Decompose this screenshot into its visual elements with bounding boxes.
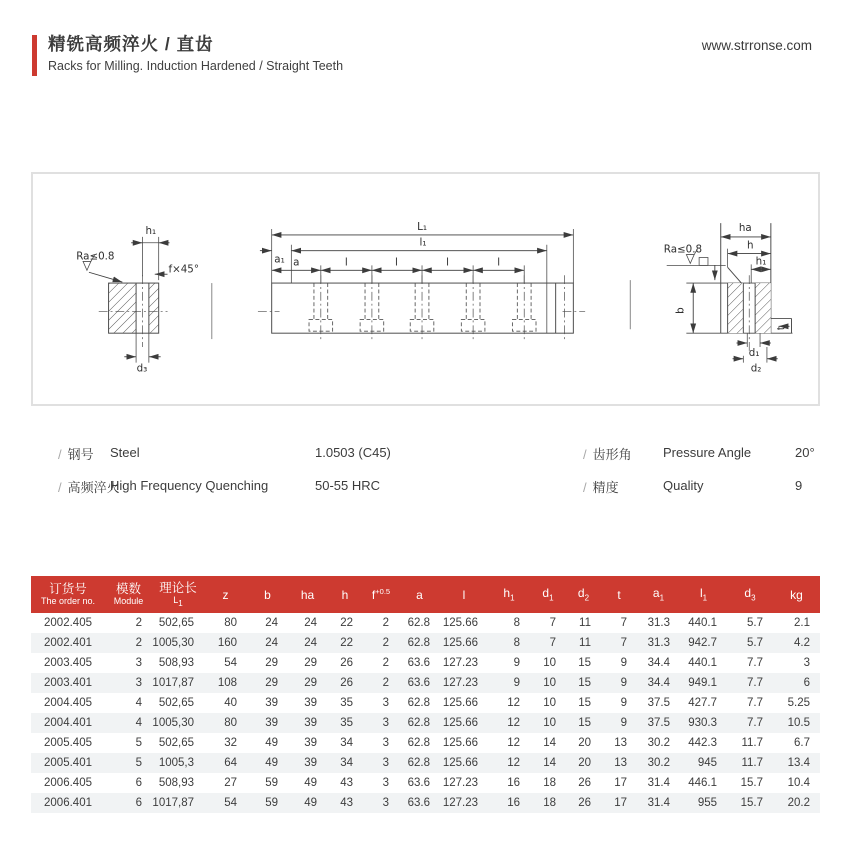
- cell-L1: 502,65: [158, 737, 194, 749]
- cell-z: 80: [224, 617, 237, 629]
- roughness-label: Ra≤0.8: [663, 243, 703, 256]
- cell-f: 2: [382, 657, 389, 669]
- dim-label-d2: d₂: [750, 362, 762, 375]
- cell-d3: 11.7: [741, 737, 763, 749]
- cell-l1: 427.7: [688, 697, 717, 709]
- cell-h: 43: [340, 777, 353, 789]
- cell-h: 34: [340, 737, 353, 749]
- col-header-h1: $h_1$: [488, 576, 530, 613]
- col-header-ha: ha: [288, 576, 327, 613]
- cell-h: 34: [340, 757, 353, 769]
- cell-l: 127.23: [442, 657, 478, 669]
- cell-d2: 15: [578, 697, 591, 709]
- spec-label-cn: 齿形角: [592, 447, 632, 462]
- cell-module: 6: [135, 777, 142, 789]
- cell-h: 35: [340, 697, 353, 709]
- col-header-d1: $d_1$: [530, 576, 566, 613]
- cell-ha: 24: [304, 637, 317, 649]
- cell-module: 5: [135, 737, 142, 749]
- cell-a: 63.6: [407, 677, 430, 689]
- col-header-d3: $d_3$: [727, 576, 773, 613]
- cell-l1: 446.1: [688, 777, 717, 789]
- col-header-f: $f^{+0.5}$: [363, 576, 399, 613]
- table-header-row: [31, 576, 820, 613]
- cell-h1: 9: [513, 657, 520, 669]
- right-section-view: [664, 222, 793, 375]
- cell-h1: 16: [507, 777, 520, 789]
- roughness-label: Ra≤0.8: [76, 250, 115, 263]
- cell-d3: 11.7: [741, 757, 763, 769]
- cell-L1: 508,93: [158, 657, 194, 669]
- cell-l1: 930.3: [688, 717, 717, 729]
- col-header-kg: kg: [773, 576, 820, 613]
- cell-order: 2006.405: [44, 777, 92, 789]
- spec-pressure-angle: [583, 444, 632, 463]
- spec-label-cn: 钢号: [67, 447, 94, 462]
- spec-label-en: High Frequency Quenching: [110, 478, 269, 493]
- spec-value: 20°: [795, 445, 815, 460]
- cell-d2: 15: [578, 677, 591, 689]
- cell-d2: 15: [578, 717, 591, 729]
- spec-label-en: Pressure Angle: [663, 445, 752, 460]
- cell-h: 26: [340, 677, 353, 689]
- cell-a1: 37.5: [647, 717, 670, 729]
- dim-label-t: t: [775, 326, 788, 331]
- cell-l: 127.23: [442, 797, 478, 809]
- cell-d2: 20: [578, 737, 591, 749]
- cell-t: 13: [614, 737, 627, 749]
- cell-a1: 31.4: [647, 797, 670, 809]
- cell-z: 80: [224, 717, 237, 729]
- cell-d1: 18: [543, 777, 556, 789]
- cell-order: 2002.401: [44, 637, 92, 649]
- cell-kg: 20.2: [787, 797, 810, 809]
- cell-a: 62.8: [407, 617, 430, 629]
- cell-l1: 945: [697, 757, 717, 769]
- cell-module: 3: [135, 677, 142, 689]
- cell-a1: 30.2: [647, 737, 670, 749]
- cell-d1: 7: [549, 637, 556, 649]
- col-header-a1: $a_1$: [637, 576, 680, 613]
- rack-drawing-svg: [33, 174, 814, 400]
- table-row: [31, 753, 820, 773]
- cell-t: 9: [620, 677, 627, 689]
- cell-a1: 31.3: [647, 637, 670, 649]
- cell-d1: 18: [543, 797, 556, 809]
- cell-kg: 6: [803, 677, 810, 689]
- cell-d3: 5.7: [747, 637, 763, 649]
- cell-L1: 1017,87: [152, 797, 194, 809]
- product-table: [31, 576, 820, 813]
- spec-label-en: Quality: [663, 478, 704, 493]
- accent-bar: [32, 35, 37, 76]
- table-row: [31, 793, 820, 813]
- dim-label-l: l: [395, 256, 398, 269]
- cell-z: 32: [224, 737, 237, 749]
- cell-b: 39: [265, 717, 278, 729]
- cell-d3: 5.7: [747, 617, 763, 629]
- table-row: [31, 653, 820, 673]
- cell-ha: 39: [304, 737, 317, 749]
- cell-h: 43: [340, 797, 353, 809]
- cell-b: 29: [265, 657, 278, 669]
- cell-kg: 4.2: [794, 637, 810, 649]
- cell-b: 29: [265, 677, 278, 689]
- product-table-wrap: [31, 576, 820, 813]
- cell-t: 17: [614, 797, 627, 809]
- cell-f: 3: [382, 797, 389, 809]
- cell-f: 3: [382, 717, 389, 729]
- cell-L1: 508,93: [158, 777, 194, 789]
- cell-a: 63.6: [407, 657, 430, 669]
- cell-l1: 440.1: [688, 617, 717, 629]
- dim-label-h1: h₁: [755, 255, 767, 268]
- cell-ha: 39: [304, 757, 317, 769]
- dim-label-h: h: [746, 239, 754, 252]
- cell-a: 62.8: [407, 717, 430, 729]
- dim-label-a1: a₁: [274, 253, 285, 266]
- cell-f: 2: [382, 677, 389, 689]
- cell-ha: 49: [304, 797, 317, 809]
- col-header-b: b: [247, 576, 288, 613]
- spec-slash: /: [58, 447, 62, 462]
- table-row: [31, 733, 820, 753]
- cell-f: 2: [382, 637, 389, 649]
- table-row: [31, 613, 820, 633]
- cell-order: 2005.401: [44, 757, 92, 769]
- cell-l: 125.66: [442, 617, 478, 629]
- cell-b: 24: [265, 617, 278, 629]
- cell-a1: 31.3: [647, 617, 670, 629]
- cell-module: 2: [135, 617, 142, 629]
- cell-d3: 15.7: [740, 797, 763, 809]
- cell-h1: 12: [507, 717, 520, 729]
- cell-a1: 30.2: [647, 757, 670, 769]
- spec-label-cn: 高频淬火: [67, 480, 120, 495]
- col-header-t: t: [601, 576, 637, 613]
- cell-z: 160: [217, 637, 237, 649]
- cell-f: 2: [382, 617, 389, 629]
- cell-d1: 14: [543, 757, 556, 769]
- dim-label-l: l: [497, 256, 501, 269]
- cell-module: 6: [135, 797, 142, 809]
- cell-kg: 13.4: [787, 757, 810, 769]
- tooth-profiles: [309, 283, 536, 331]
- spec-value: 9: [795, 478, 803, 493]
- cell-module: 3: [135, 657, 142, 669]
- cell-a1: 34.4: [647, 657, 670, 669]
- cell-L1: 1005,30: [152, 717, 194, 729]
- cell-ha: 24: [304, 617, 317, 629]
- spec-label-en: Steel: [110, 445, 140, 460]
- roughness-icon: [686, 255, 694, 264]
- cell-z: 40: [224, 697, 237, 709]
- dim-label-h1: h₁: [145, 224, 157, 237]
- cell-h1: 9: [513, 677, 520, 689]
- cell-l: 125.66: [442, 757, 478, 769]
- cell-b: 59: [265, 797, 278, 809]
- cell-ha: 39: [304, 697, 317, 709]
- cell-l: 125.66: [442, 717, 478, 729]
- cell-d3: 7.7: [747, 697, 763, 709]
- col-header-d2: $d_2$: [566, 576, 601, 613]
- cell-kg: 6.7: [794, 737, 810, 749]
- cell-L1: 1005,3: [158, 757, 194, 769]
- cell-l: 125.66: [442, 697, 478, 709]
- cell-d1: 10: [543, 677, 556, 689]
- dim-label-l1: l₁: [419, 236, 427, 249]
- cell-t: 17: [614, 777, 627, 789]
- spec-quality: [583, 477, 619, 496]
- dim-label-b: b: [674, 307, 687, 314]
- table-row: [31, 713, 820, 733]
- cell-kg: 5.25: [787, 697, 810, 709]
- cell-d2: 20: [578, 757, 591, 769]
- cell-d2: 15: [578, 657, 591, 669]
- cell-t: 9: [620, 657, 627, 669]
- cell-h1: 16: [507, 797, 520, 809]
- cell-order: 2003.401: [44, 677, 92, 689]
- cell-kg: 3: [803, 657, 810, 669]
- table-row: [31, 773, 820, 793]
- cell-a: 63.6: [407, 777, 430, 789]
- cell-a: 63.6: [407, 797, 430, 809]
- cell-t: 7: [620, 617, 627, 629]
- dim-label-ha: ha: [738, 221, 752, 234]
- dim-label-d1: d₁: [748, 346, 760, 359]
- cell-h1: 12: [507, 737, 520, 749]
- cell-a1: 37.5: [647, 697, 670, 709]
- cell-module: 4: [135, 697, 142, 709]
- col-header-l1: $l_1$: [680, 576, 727, 613]
- cell-d2: 11: [579, 617, 591, 629]
- cell-l: 127.23: [442, 677, 478, 689]
- cell-d1: 10: [543, 657, 556, 669]
- cell-d2: 26: [578, 777, 591, 789]
- cell-h1: 8: [513, 617, 520, 629]
- cell-L1: 502,65: [158, 617, 194, 629]
- cell-l: 125.66: [442, 637, 478, 649]
- dim-label-l: l: [344, 256, 348, 269]
- cell-h: 26: [340, 657, 353, 669]
- cell-b: 24: [265, 637, 278, 649]
- roughness-icon: [83, 261, 91, 270]
- table-row: [31, 693, 820, 713]
- spec-slash: /: [583, 447, 587, 462]
- col-header-l: l: [440, 576, 488, 613]
- spec-slash: /: [583, 480, 587, 495]
- cell-order: 2002.405: [44, 617, 92, 629]
- cell-kg: 10.5: [787, 717, 810, 729]
- cell-order: 2004.401: [44, 717, 92, 729]
- rack-front-view: [258, 221, 585, 341]
- col-header-z: z: [204, 576, 247, 613]
- dim-label-l: l: [446, 256, 450, 269]
- cell-z: 54: [224, 657, 237, 669]
- cell-t: 9: [620, 697, 627, 709]
- cell-module: 5: [135, 757, 142, 769]
- cell-order: 2006.401: [44, 797, 92, 809]
- website-link[interactable]: www.strronse.com: [701, 38, 812, 53]
- cell-b: 49: [265, 757, 278, 769]
- cell-order: 2003.405: [44, 657, 92, 669]
- cell-l1: 942.7: [688, 637, 717, 649]
- cell-module: 4: [135, 717, 142, 729]
- cell-module: 2: [135, 637, 142, 649]
- table-row: [31, 633, 820, 653]
- cell-z: 108: [217, 677, 237, 689]
- cell-kg: 10.4: [787, 777, 810, 789]
- cell-ha: 39: [304, 717, 317, 729]
- cell-t: 13: [614, 757, 627, 769]
- cell-h1: 12: [507, 697, 520, 709]
- cell-L1: 502,65: [158, 697, 194, 709]
- cell-h: 22: [340, 637, 353, 649]
- cell-a1: 34.4: [647, 677, 670, 689]
- cell-f: 3: [382, 737, 389, 749]
- cell-l1: 440.1: [688, 657, 717, 669]
- cell-d1: 10: [543, 697, 556, 709]
- cell-h: 22: [340, 617, 353, 629]
- cell-d3: 7.7: [747, 657, 763, 669]
- cell-h: 35: [340, 717, 353, 729]
- cell-h1: 8: [513, 637, 520, 649]
- cell-ha: 49: [304, 777, 317, 789]
- cell-ha: 29: [304, 657, 317, 669]
- cell-z: 54: [224, 797, 237, 809]
- spec-steel: [58, 444, 94, 463]
- spec-value: 50-55 HRC: [315, 478, 381, 493]
- spec-slash: /: [58, 480, 62, 495]
- cell-d3: 7.7: [747, 677, 763, 689]
- col-header-a: a: [399, 576, 440, 613]
- cell-l1: 949.1: [688, 677, 717, 689]
- cell-d3: 15.7: [740, 777, 763, 789]
- dim-label-a: a: [293, 256, 300, 269]
- cell-l1: 955: [697, 797, 717, 809]
- cell-kg: 2.1: [794, 617, 810, 629]
- cell-b: 59: [265, 777, 278, 789]
- cell-z: 27: [224, 777, 237, 789]
- cell-b: 39: [265, 697, 278, 709]
- cell-L1: 1005,30: [152, 637, 194, 649]
- col-header-h: h: [327, 576, 363, 613]
- cell-d1: 14: [543, 737, 556, 749]
- cell-d2: 26: [578, 797, 591, 809]
- table-row: [31, 673, 820, 693]
- dim-label-d3: d₃: [136, 362, 148, 375]
- cell-a1: 31.4: [647, 777, 670, 789]
- page-subtitle: Racks for Milling. Induction Hardened / Straight Teeth: [48, 59, 344, 73]
- dim-label-L1: L₁: [417, 221, 427, 234]
- technical-drawing: [31, 172, 820, 406]
- cell-a: 62.8: [407, 737, 430, 749]
- cell-l1: 442.3: [688, 737, 717, 749]
- cell-d2: 11: [579, 637, 591, 649]
- spec-label-cn: 精度: [592, 480, 619, 495]
- cell-t: 7: [620, 637, 627, 649]
- cell-a: 62.8: [407, 757, 430, 769]
- page-title: 精铣高频淬火 / 直齿: [48, 34, 214, 54]
- col-header-order: 订货号 The order no.: [31, 576, 105, 613]
- cell-d3: 7.7: [747, 717, 763, 729]
- cell-order: 2005.405: [44, 737, 92, 749]
- cell-t: 9: [620, 717, 627, 729]
- cell-d1: 10: [543, 717, 556, 729]
- cell-l: 127.23: [442, 777, 478, 789]
- cell-d1: 7: [549, 617, 556, 629]
- chamfer-label: f×45°: [168, 263, 200, 276]
- cell-a: 62.8: [407, 637, 430, 649]
- col-header-module: 模数 Module: [105, 576, 152, 613]
- cell-l: 125.66: [442, 737, 478, 749]
- left-section-view: [76, 225, 199, 375]
- cell-f: 3: [382, 757, 389, 769]
- col-header-L1: 理论长 $L_1$: [152, 576, 204, 613]
- cell-order: 2004.405: [44, 697, 92, 709]
- cell-a: 62.8: [407, 697, 430, 709]
- spec-value: 1.0503 (C45): [315, 445, 391, 460]
- cell-ha: 29: [304, 677, 317, 689]
- cell-z: 64: [224, 757, 237, 769]
- cell-f: 3: [382, 777, 389, 789]
- cell-L1: 1017,87: [152, 677, 194, 689]
- cell-f: 3: [382, 697, 389, 709]
- cell-h1: 12: [507, 757, 520, 769]
- cell-b: 49: [265, 737, 278, 749]
